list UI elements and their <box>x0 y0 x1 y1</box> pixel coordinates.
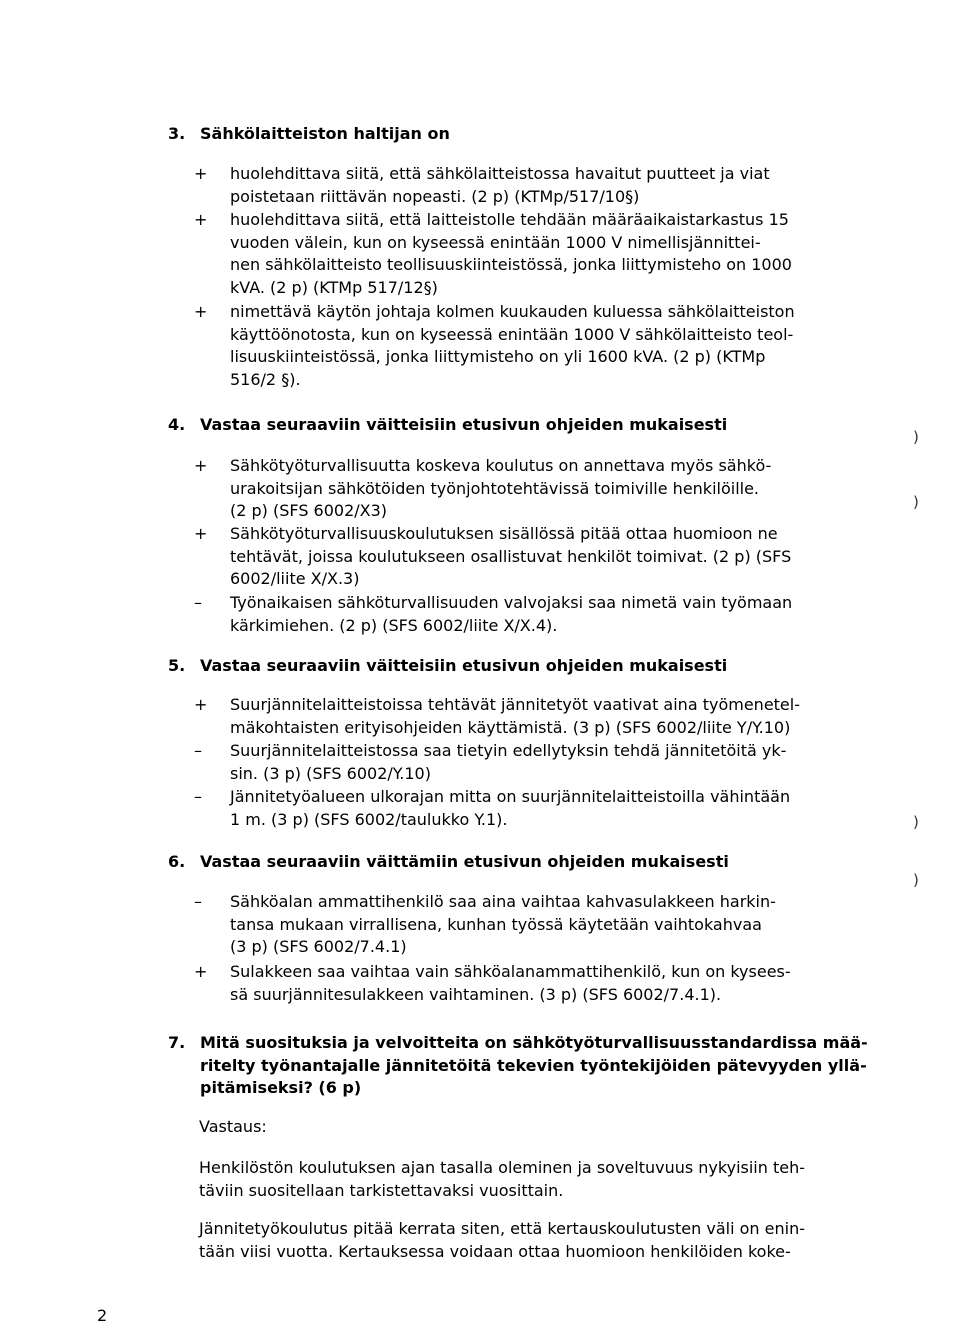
paragraph-line: Jännitetyökoulutus pitää kerrata siten, että kertauskoulutusten väli on enin- <box>199 1219 805 1238</box>
item-line: nimettävä käytön johtaja kolmen kuukauden kuluessa sähkölaitteiston <box>230 302 795 321</box>
answer-mark: – <box>194 892 202 911</box>
item-line: Suurjännitelaitteistoissa tehtävät jännitetyöt vaativat aina työmenetel- <box>230 695 800 714</box>
paragraph-line: täviin suositellaan tarkistettavaksi vuosittain. <box>199 1181 564 1201</box>
answer-mark: + <box>194 302 208 321</box>
scan-artifact: ) <box>913 428 919 446</box>
item-line: lisuuskiinteistössä, jonka liittymisteho on yli 1600 kVA. (2 p) (KTMp <box>230 347 766 367</box>
item-line: mäkohtaisten erityisohjeiden käyttämistä. (3 p) (SFS 6002/liite Y/Y.10) <box>230 717 791 737</box>
section-title: Vastaa seuraaviin väitteisiin etusivun ohjeiden mukaisesti <box>200 656 728 675</box>
answer-mark: + <box>194 524 208 543</box>
item-line: tansa mukaan virrallisena, kunhan työssä käytetään vaihtokahvaa <box>230 914 762 934</box>
section-number: 3. <box>168 124 186 143</box>
item-line: poistetaan riittävän nopeasti. (2 p) (KTMp/517/10§) <box>230 186 640 206</box>
item-line: huolehdittava siitä, että sähkölaitteistossa havaitut puutteet ja viat <box>230 164 770 183</box>
section-number: 6. <box>168 852 186 871</box>
answer-mark: + <box>194 164 208 183</box>
item-line: Suurjännitelaitteistossa saa tietyin edellytyksin tehdä jännitetöitä yk- <box>230 741 787 760</box>
answer-mark: – <box>194 787 202 806</box>
item-line: nen sähkölaitteisto teollisuuskiinteistössä, jonka liittymisteho on 1000 <box>230 255 792 275</box>
scan-artifact: ) <box>913 493 919 511</box>
item-line: sä suurjännitesulakkeen vaihtaminen. (3 p) (SFS 6002/7.4.1). <box>230 984 722 1004</box>
question-line: Mitä suosituksia ja velvoitteita on sähkötyöturvallisuusstandardissa mää- <box>200 1033 868 1052</box>
item-line: 516/2 §). <box>230 369 301 389</box>
item-line: Työnaikaisen sähköturvallisuuden valvojaksi saa nimetä vain työmaan <box>230 593 793 612</box>
item-line: kärkimiehen. (2 p) (SFS 6002/liite X/X.4). <box>230 615 558 635</box>
answer-mark: + <box>194 456 208 475</box>
item-line: Sähköalan ammattihenkilö saa aina vaihtaa kahvasulakkeen harkin- <box>230 892 776 911</box>
answer-mark: – <box>194 741 202 760</box>
item-line: huolehdittava siitä, että laitteistolle tehdään määräaikaistarkastus 15 <box>230 210 789 229</box>
item-line: Sähkötyöturvallisuuskoulutuksen sisällössä pitää ottaa huomioon ne <box>230 524 778 543</box>
question-line: pitämiseksi? (6 p) <box>200 1078 362 1098</box>
answer-mark: + <box>194 962 208 981</box>
item-line: (2 p) (SFS 6002/X3) <box>230 501 388 521</box>
section-title: Vastaa seuraaviin väittämiin etusivun ohjeiden mukaisesti <box>200 852 729 871</box>
answer-mark: + <box>194 210 208 229</box>
scan-artifact: ) <box>913 813 919 831</box>
item-line: Jännitetyöalueen ulkorajan mitta on suurjännitelaitteistoilla vähintään <box>230 787 791 806</box>
section-number: 5. <box>168 656 186 675</box>
section-number: 7. <box>168 1033 186 1052</box>
item-line: Sulakkeen saa vaihtaa vain sähköalanammattihenkilö, kun on kysees- <box>230 962 791 981</box>
item-line: sin. (3 p) (SFS 6002/Y.10) <box>230 763 431 783</box>
paragraph-line: Henkilöstön koulutuksen ajan tasalla oleminen ja soveltuvuus nykyisiin teh- <box>199 1158 805 1177</box>
answer-mark: + <box>194 695 208 714</box>
item-line: 1 m. (3 p) (SFS 6002/taulukko Y.1). <box>230 809 508 829</box>
question-line: ritelty työnantajalle jännitetöitä tekevien työntekijöiden pätevyyden yllä- <box>200 1055 867 1075</box>
item-line: käyttöönotosta, kun on kyseessä enintään 1000 V sähkölaitteisto teol- <box>230 324 794 344</box>
section-title: Vastaa seuraaviin väitteisiin etusivun ohjeiden mukaisesti <box>200 415 728 434</box>
scan-artifact: ) <box>913 871 919 889</box>
answer-mark: – <box>194 593 202 612</box>
paragraph-line: tään viisi vuotta. Kertauksessa voidaan ottaa huomioon henkilöiden koke- <box>199 1242 791 1262</box>
section-title: Sähkölaitteiston haltijan on <box>200 124 450 143</box>
answer-label-text: Vastaus: <box>199 1117 267 1136</box>
section-number: 4. <box>168 415 186 434</box>
item-line: Sähkötyöturvallisuutta koskeva koulutus on annettava myös sähkö- <box>230 456 772 475</box>
item-line: urakoitsijan sähkötöiden työnjohtotehtävissä toimiville henkilöille. <box>230 478 760 498</box>
item-line: vuoden välein, kun on kyseessä enintään 1000 V nimellisjännittei- <box>230 232 761 252</box>
item-line: (3 p) (SFS 6002/7.4.1) <box>230 937 407 957</box>
item-line: 6002/liite X/X.3) <box>230 569 360 589</box>
item-line: tehtävät, joissa koulutukseen osallistuvat henkilöt toimivat. (2 p) (SFS <box>230 546 792 566</box>
item-line: kVA. (2 p) (KTMp 517/12§) <box>230 277 438 297</box>
page-number: 2 <box>97 1306 108 1325</box>
